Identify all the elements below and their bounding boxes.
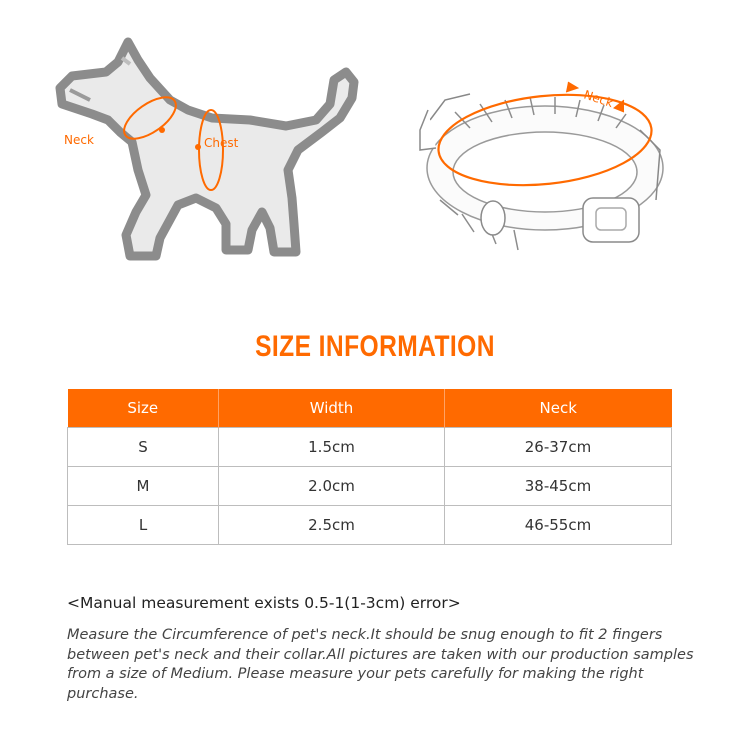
cell-width: 2.0cm: [219, 467, 445, 506]
cell-size: M: [68, 467, 219, 506]
header-size: Size: [68, 389, 219, 428]
cell-neck: 46-55cm: [445, 506, 672, 545]
cell-width: 1.5cm: [219, 428, 445, 467]
header-neck: Neck: [445, 389, 672, 428]
size-information-title: SIZE INFORMATION: [255, 330, 495, 363]
table-header-row: [68, 389, 672, 428]
illustration: [0, 0, 750, 300]
cell-size: S: [68, 428, 219, 467]
chest-point-icon: [195, 144, 201, 150]
dog-neck-label: Neck: [64, 133, 94, 147]
size-table: [67, 389, 672, 545]
arrow-left-icon: [566, 82, 578, 92]
table-row: [68, 506, 672, 545]
measurement-description: Measure the Circumference of pet's neck.It should be snug enough to fit 2 fingers between pet's neck and their collar.All pictures are taken with our production samples from a size of Medium. Please measure your pets carefully for making the right purchase.: [67, 627, 694, 702]
cell-width: 2.5cm: [219, 506, 445, 545]
cell-neck: 38-45cm: [445, 467, 672, 506]
table-row: [68, 428, 672, 467]
table-row: [68, 467, 672, 506]
neck-point-icon: [159, 127, 165, 133]
measurement-error-note: <Manual measurement exists 0.5-1(1-3cm) error>: [67, 594, 461, 612]
collar-neck-label: Neck: [582, 87, 615, 111]
cell-neck: 26-37cm: [445, 428, 672, 467]
cell-size: L: [68, 506, 219, 545]
dog-chest-label: Chest: [204, 136, 239, 150]
header-width: Width: [219, 389, 445, 428]
